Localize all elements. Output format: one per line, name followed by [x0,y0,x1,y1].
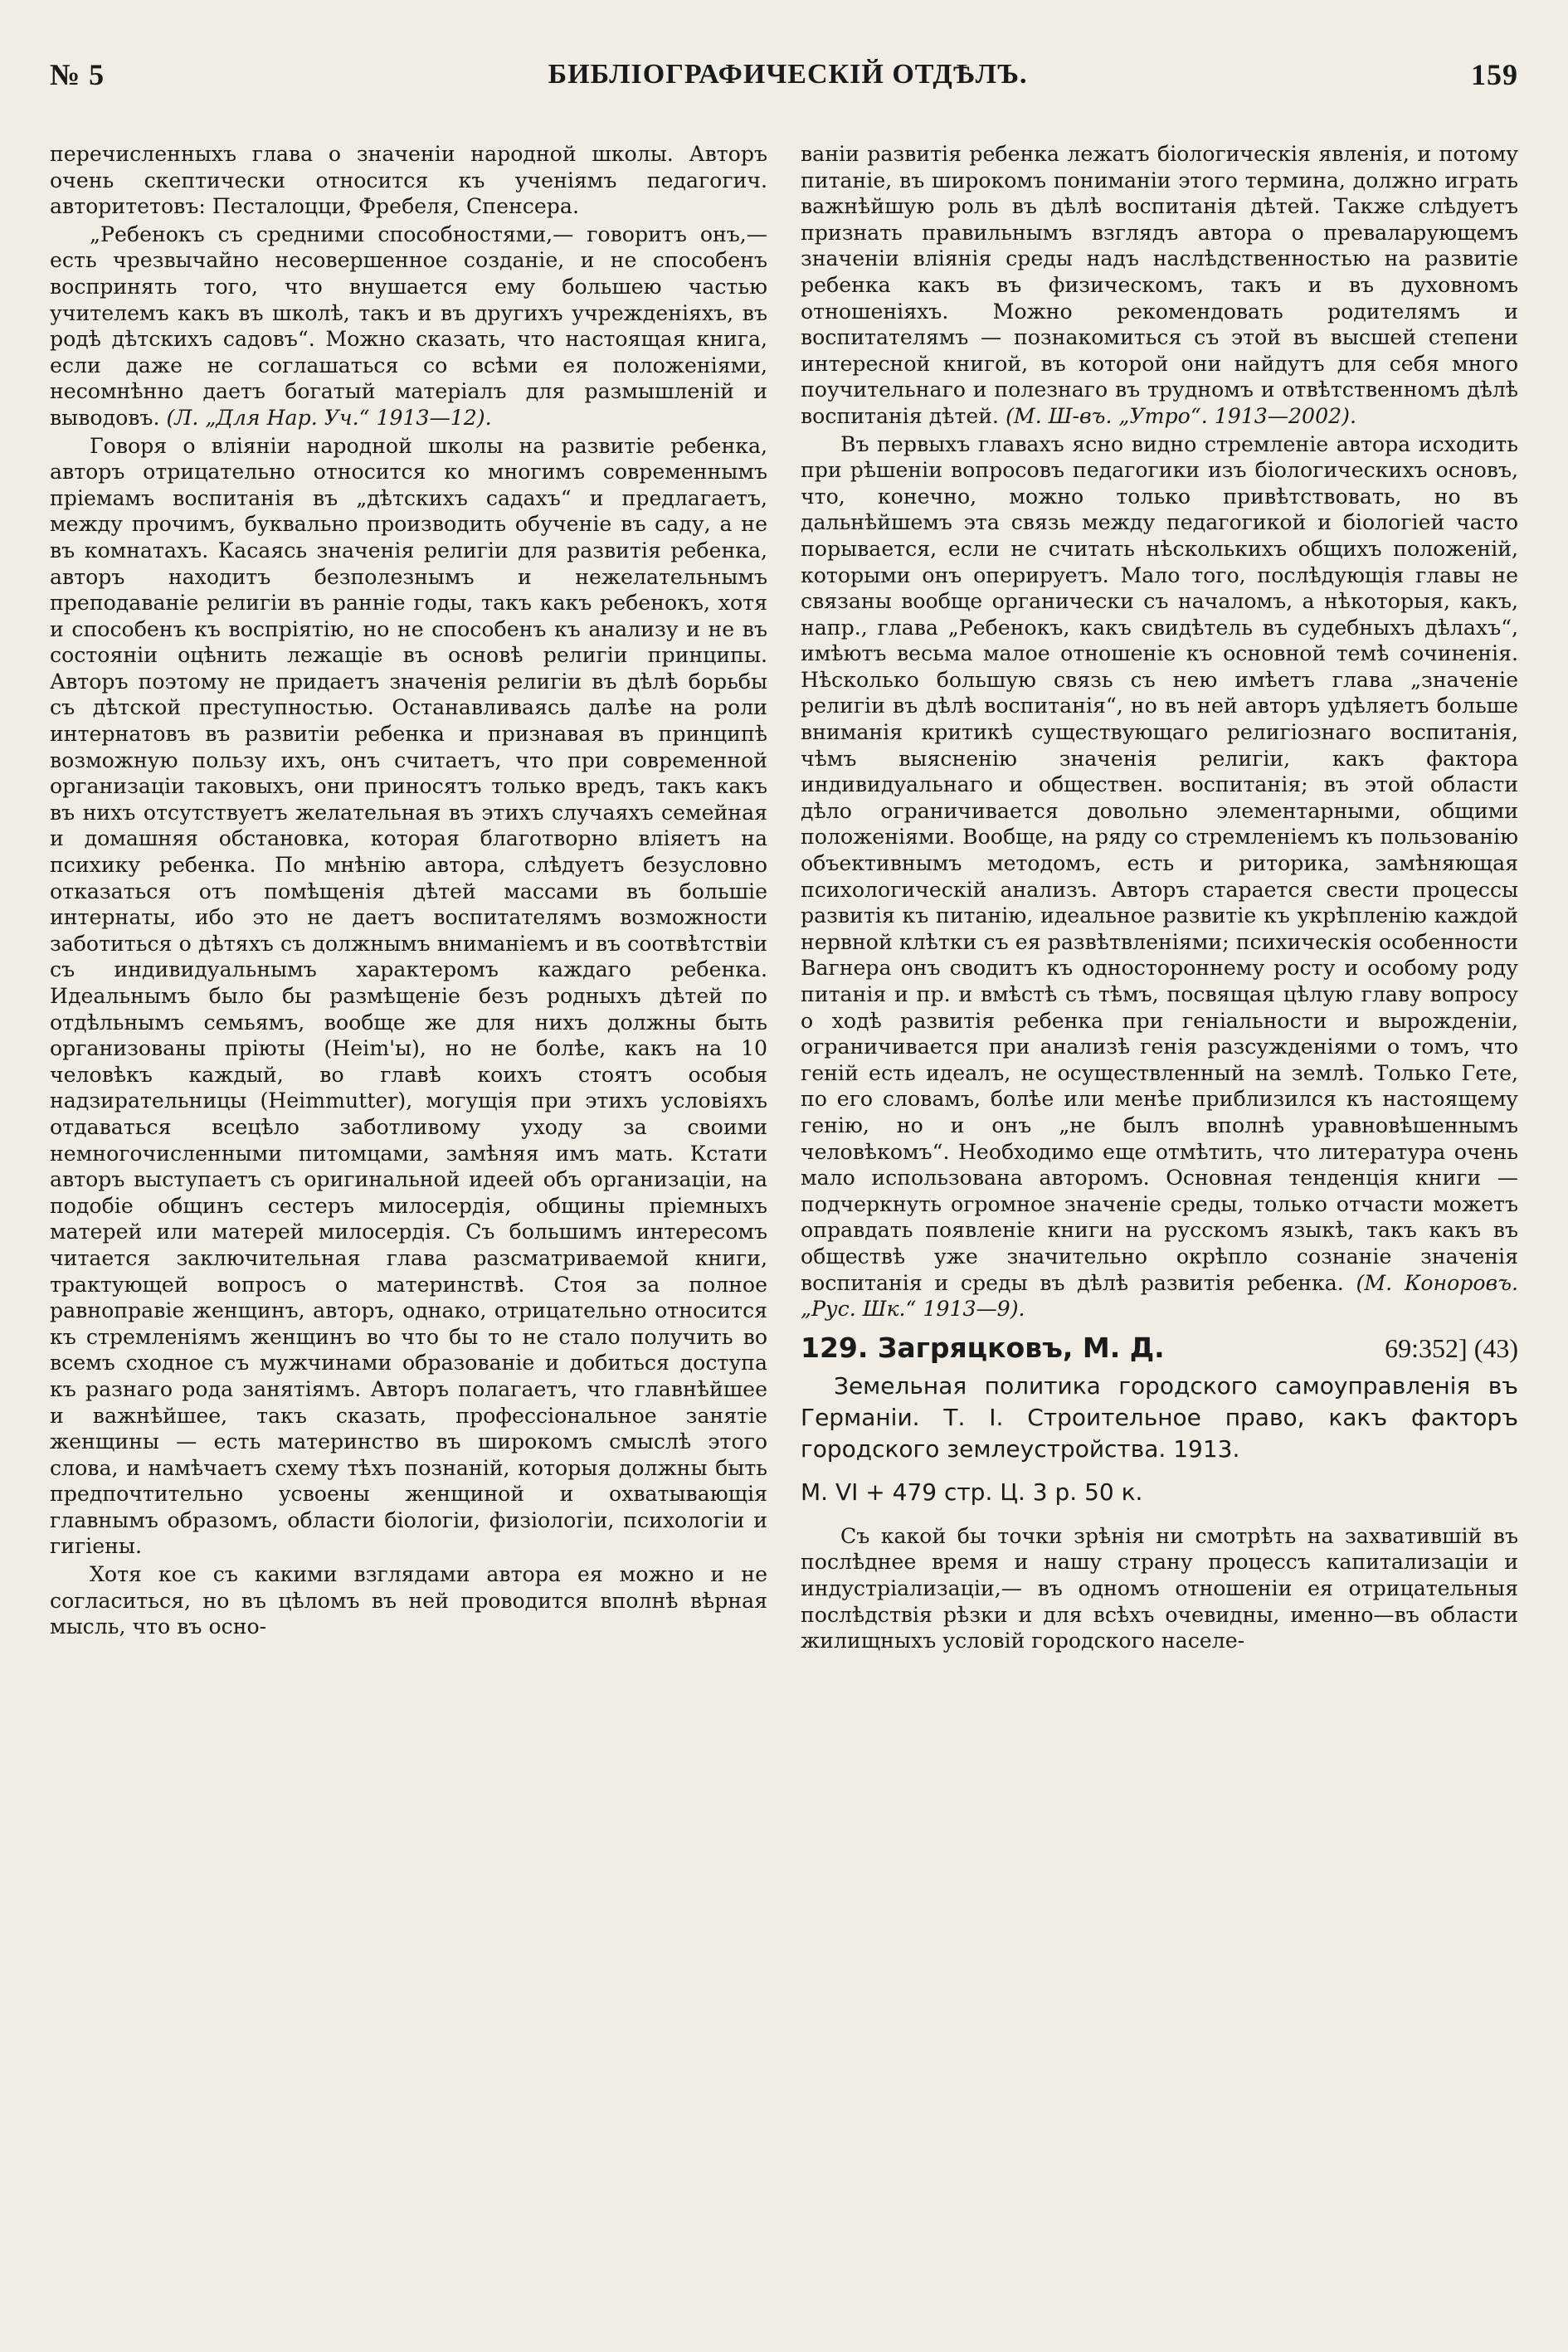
paragraph: Говоря о вліяніи народной школы на развитіе ребенка, авторъ отрицательно относится ко многимъ современнымъ пріемамъ воспитанія въ „дѣтскихъ садахъ“ и предлагаетъ, между прочимъ, буквально производить обученіе въ саду, а не въ комнатахъ. Касаясь значенія религіи для развитія ребенка, авторъ находитъ безполезнымъ и нежелательнымъ преподаваніе религіи въ раннie годы, такъ какъ ребенокъ, хотя и способенъ къ воспріятію, но не способенъ къ анализу и не въ состояніи оцѣнить лежащіе въ основѣ религіи принципы. Авторъ поэтому не придаетъ значенія религіи въ дѣлѣ борьбы съ дѣтской преступностью. Останавливаясь далѣе на роли интернатовъ въ развитіи ребенка и признавая въ принципѣ возможную пользу ихъ, онъ считаетъ, что при современной организаціи таковыхъ, они приносятъ только вредъ, такъ какъ въ нихъ отсутствуетъ желательная въ этихъ случаяхъ семейная и домашняя обстановка, которая благотворно вліяетъ на психику ребенка. По мнѣнію автора, слѣдуетъ безусловно отказаться отъ помѣщенія дѣтей массами въ большіе интернаты, ибо это не даетъ воспитателямъ возможности заботиться о дѣтяхъ съ должнымъ вниманіемъ и въ соотвѣтствіи съ индивидуальнымъ характеромъ каждаго ребенка. Идеальнымъ было бы размѣщеніе безъ родныхъ дѣтей по отдѣльнымъ семьямъ, вообще же для нихъ должны быть организованы пріюты (Heim'ы), но не болѣе, какъ на 10 человѣкъ каждый, во главѣ коихъ стоятъ особыя надзирательницы (Heimmutter), могущія при этихъ условіяхъ отдаваться всецѣло заботливому уходу за своими немногочисленными питомцами, замѣняя имъ мать. Кстати авторъ выступаетъ съ оригинальной идеей объ организаціи, на подобіе общинъ сестеръ милосердія, общины пріемныхъ матерей или матерей милосердія. Съ большимъ интересомъ читается заключительная глава разсматриваемой книги, трактующей вопросъ о материнствѣ. Стоя за полное равноправіе женщинъ, авторъ, однако, отрицательно относится къ стремленіямъ женщинъ во что бы то не стало получить во всемъ сходное съ мужчинами образованіе и добиться доступа къ разнаго рода занятіямъ. Авторъ полагаетъ, что главнѣйшее и важнѣйшее, такъ сказать, профессіональное занятіе женщины — есть материнство въ широкомъ смыслѣ этого слова, и намѣчаетъ схему тѣхъ познаній, которыя должны быть предпочтительно усвоены женщиной и охватывающія главнымъ образомъ, области біологіи, физіологіи, психологіи и гигіены. [50,433,767,1559]
citation: (М. Коноровъ. „Рус. Шк.“ 1913—9). [801,1270,1518,1322]
bibliography-entry-heading [801,1331,1518,1366]
section-title: БИБЛІОГРАФИЧЕСКІЙ ОТДѢЛЪ. [548,59,1028,90]
issue-number: № 5 [50,58,105,91]
paragraph-text: Въ первыхъ главахъ ясно видно стремленіе автора исходить при рѣшеніи вопросовъ педагогики изъ біологическихъ основъ, что, конечно, можно только привѣтствовать, но въ дальнѣйшемъ эта связь между педагогикой и біологіей часто порывается, если не считать нѣсколькихъ общихъ положеній, которыми онъ оперируетъ. Мало того, послѣдующія главы не связаны вообще органически съ началомъ, а нѣкоторыя, какъ, напр., глава „Ребенокъ, какъ свидѣтель въ судебныхъ дѣлахъ“, имѣютъ весьма малое отношеніе къ основной темѣ сочиненія. Нѣсколько большую связь съ нею имѣетъ глава „значеніе религіи въ дѣлѣ воспитанія“, но въ ней авторъ удѣляетъ больше вниманія критикѣ существующаго религіознаго воспитанія, чѣмъ выясненію значенія религіи, какъ фактора индивидуальнаго и обществен. воспитанія; въ этой области дѣло ограничивается довольно элементарными, общими положеніями. Вообще, на ряду со стремленіемъ къ пользованію объективнымъ методомъ, есть и риторика, замѣняющая психологическій анализъ. Авторъ старается свести процессы развитія къ питанію, идеальное развитіе къ укрѣпленію каждой нервной клѣтки съ ея развѣтвленіями; психическія особенности Вагнера онъ сводитъ къ одностороннему росту и особому роду питанія и пр. и вмѣстѣ съ тѣмъ, посвящая цѣлую главу вопросу о ходѣ развитія ребенка при геніальности и вырожденіи, ограничивается при анализѣ генія разсужденіями о томъ, что геній есть идеалъ, не осуществленный на землѣ. Только Гете, по его словамъ, болѣе или менѣе приблизился къ настоящему генію, но и онъ „не былъ вполнѣ уравновѣшеннымъ человѣкомъ“. Необходимо еще отмѣтить, что литература очень мало использована авторомъ. Основная тенденція книги — подчеркнуть огромное значеніе среды, только отчасти можетъ оправдать появленіе книги на русскомъ языкѣ, такъ какъ въ обществѣ уже значительно окрѣпло сознаніе значенія воспитанія и среды въ дѣлѣ развитія ребенка. [801,431,1518,1295]
paragraph [801,431,1518,1322]
right-column [801,141,1518,2315]
left-column [50,141,767,2315]
page-header [50,50,1518,100]
text-columns [50,141,1518,2315]
citation: (М. Ш-въ. „Утро“. 1913—2002). [1006,403,1356,428]
entry-description: Земельная политика городского самоуправленія въ Германіи. Т. I. Строительное право, какъ факторъ городского землеустройства. 1913. [801,1371,1518,1463]
paragraph: Съ какой бы точки зрѣнія ни смотрѣть на захватившій въ послѣднее время и нашу страну процессъ капитализаціи и индустріализаціи,— въ одномъ отношеніи ея отрицательныя послѣдствія рѣзки и для всѣхъ очевидны, именно—въ области жилищныхъ условій городского населе- [801,1523,1518,1653]
paragraph-text: ваніи развитія ребенка лежатъ біологическія явленія, и потому питаніе, въ широкомъ пониманіи этого термина, должно играть важнѣйшую роль въ дѣлѣ воспитанія дѣтей. Также слѣдуетъ признать правильнымъ взглядъ автора о преваларующемъ значеніи вліянія среды надъ наслѣдственностью на развитіе ребенка какъ въ физическомъ, такъ и въ духовномъ отношеніяхъ. Можно рекомендовать родителямъ и воспитателямъ — познакомиться съ этой въ высшей степени интересной книгой, въ которой они найдутъ для себя много поучительнаго и полезнаго въ трудномъ и отвѣтственномъ дѣлѣ воспитанія дѣтей. [801,142,1518,428]
page-number: 159 [1470,58,1518,91]
quote-paragraph [50,222,767,431]
entry-classification-code: 69:352] (43) [1385,1332,1518,1363]
paragraph-text: „Ребенокъ съ средними способностями,— говоритъ онъ,—есть чрезвычайно несовершенное созданіе, и не способенъ воспринять того, что внушается ему большею частью учителемъ какъ въ школѣ, такъ и въ другихъ учрежденіяхъ, въ родѣ дѣтскихъ садовъ“. Можно сказать, что настоящая книга, если даже не соглашаться со всѣми ея положеніями, несомнѣнно даетъ богатый матеріалъ для размышленій и выводовъ. [50,222,767,430]
paragraph [801,141,1518,430]
paragraph: перечисленныхъ глава о значеніи народной школы. Авторъ очень скептически относится къ ученіямъ педагогич. авторитетовъ: Песталоцци, Фребеля, Спенсера. [50,142,767,219]
citation: (Л. „Для Нар. Уч.“ 1913—12). [166,405,492,430]
paragraph: Хотя кое съ какими взглядами автора ея можно и не согласиться, но въ цѣломъ въ ней проводится вполнѣ вѣрная мысль, что въ осно- [50,1562,767,1639]
entry-publication-info: М. VI + 479 стр. Ц. 3 р. 50 к. [801,1478,1143,1506]
entry-author: 129. Загряцковъ, М. Д. [801,1331,1165,1364]
